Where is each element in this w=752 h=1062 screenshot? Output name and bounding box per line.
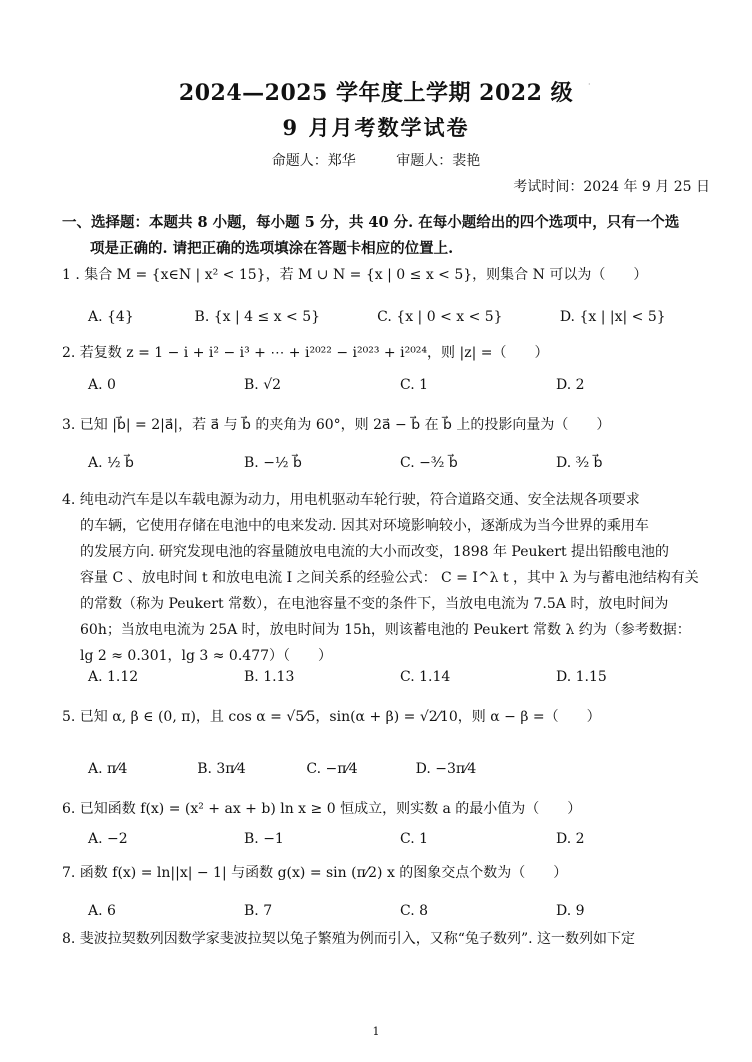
- exam-time: 考试时间：2024 年 9 月 25 日: [513, 179, 710, 195]
- option-a: A. −2: [88, 831, 128, 847]
- question-7-options: [88, 898, 712, 924]
- question-4-line: 4. 纯电动汽车是以车载电源为动力，用电机驱动车轮行驶，符合道路交通、安全法规各项要求: [62, 492, 640, 508]
- option-c: C. {x | 0 < x < 5}: [377, 309, 503, 325]
- option-c: C. 8: [400, 903, 429, 919]
- question-5: 5. 已知 α, β ∈ (0, π)，且 cos α = √5⁄5，sin(α + β) = √2⁄10，则 α − β =（ ）: [62, 709, 601, 725]
- question-4-line: 的常数（称为 Peukert 常数），在电池容量不变的条件下，当放电电流为 7.5A 时，放电时间为: [80, 596, 669, 612]
- option-c: C. −π⁄4: [306, 761, 358, 777]
- question-3-options: [88, 450, 712, 476]
- option-b: B. −½ b⃗: [244, 455, 302, 471]
- exam-title: 2024—2025 学年度上学期 2022 级: [178, 80, 574, 106]
- option-b: B. 3π⁄4: [197, 761, 246, 777]
- page-number: 1: [372, 1025, 380, 1038]
- option-d: D. ³⁄₂ b⃗: [556, 455, 603, 471]
- option-a: A. 1.12: [88, 669, 139, 685]
- option-a: A. {4}: [88, 309, 134, 325]
- question-6-options: [88, 826, 712, 852]
- question-4-line: lg 2 ≈ 0.301，lg 3 ≈ 0.477）（ ）: [80, 648, 333, 664]
- question-2-options: [88, 372, 712, 398]
- section-heading: [62, 210, 712, 262]
- exam-subtitle: 9 月月考数学试卷: [282, 115, 470, 140]
- section-heading-line1: 一、选择题：本题共 8 小题，每小题 5 分，共 40 分. 在每小题给出的四个选项中，只有一个选: [62, 214, 680, 231]
- option-d: D. −3π⁄4: [415, 761, 477, 777]
- option-b: B. {x | 4 ≤ x < 5}: [194, 309, 321, 325]
- option-c: C. 1: [400, 831, 429, 847]
- option-b: B. 7: [244, 903, 273, 919]
- question-1: 1 . 集合 M = {x∈N | x² < 15}，若 M ∪ N = {x | 0 ≤ x < 5}，则集合 N 可以为（ ）: [62, 267, 648, 283]
- question-4-line: 容量 C 、放电时间 t 和放电电流 I 之间关系的经验公式： C = I^λ t ，其中 λ 为与蓄电池结构有关: [80, 570, 699, 586]
- question-3: 3. 已知 |b⃗| = 2|a⃗|，若 a⃗ 与 b⃗ 的夹角为 60°，则 2a⃗ − b⃗ 在 b⃗ 上的投影向量为（ ）: [62, 417, 611, 433]
- question-6: 6. 已知函数 f(x) = (x² + ax + b) ln x ≥ 0 恒成立，则实数 a 的最小值为（ ）: [62, 801, 582, 817]
- question-2: 2. 若复数 z = 1 − i + i² − i³ + ⋯ + i²⁰²² − i²⁰²³ + i²⁰²⁴，则 |z| =（ ）: [62, 345, 549, 361]
- reviewer: 审题人：裴艳: [396, 153, 481, 169]
- option-d: D. {x | |x| < 5}: [559, 309, 666, 325]
- question-1-options: [88, 304, 712, 330]
- option-b: B. √2: [244, 377, 282, 393]
- question-4-line: 60h；当放电电流为 25A 时，放电时间为 15h，则该蓄电池的 Peukert 常数 λ 约为（参考数据：: [80, 622, 691, 638]
- option-d: D. 2: [556, 377, 585, 393]
- option-a: A. ½ b⃗: [88, 455, 134, 471]
- option-d: D. 1.15: [556, 669, 607, 685]
- option-b: B. 1.13: [244, 669, 295, 685]
- option-d: D. 2: [556, 831, 585, 847]
- option-c: C. 1: [400, 377, 429, 393]
- question-5-options: [88, 756, 712, 782]
- scan-speck: ·: [588, 80, 591, 89]
- option-b: B. −1: [244, 831, 284, 847]
- option-a: A. π⁄4: [88, 761, 128, 777]
- section-heading-line2: 项是正确的. 请把正确的选项填涂在答题卡相应的位置上.: [90, 240, 454, 257]
- option-c: C. 1.14: [400, 669, 451, 685]
- option-a: A. 6: [88, 903, 116, 919]
- question-4: [62, 487, 712, 669]
- option-a: A. 0: [88, 377, 116, 393]
- author: 命题人：郑华: [271, 153, 356, 169]
- authors-line: [0, 150, 752, 170]
- option-c: C. −³⁄₂ b⃗: [400, 455, 458, 471]
- option-d: D. 9: [556, 903, 585, 919]
- question-4-line: 的车辆，它使用存储在电池中的电来发动. 因其对环境影响较小，逐渐成为当今世界的乘用车: [80, 518, 649, 534]
- question-7: 7. 函数 f(x) = ln||x| − 1| 与函数 g(x) = sin (π⁄2) x 的图象交点个数为（ ）: [62, 865, 568, 881]
- question-4-options: [88, 664, 712, 690]
- question-8: 8. 斐波拉契数列因数学家斐波拉契以兔子繁殖为例而引入，又称“兔子数列”. 这一数列如下定: [62, 931, 636, 947]
- question-4-line: 的发展方向. 研究发现电池的容量随放电电流的大小而改变，1898 年 Peukert 提出铅酸电池的: [80, 544, 670, 560]
